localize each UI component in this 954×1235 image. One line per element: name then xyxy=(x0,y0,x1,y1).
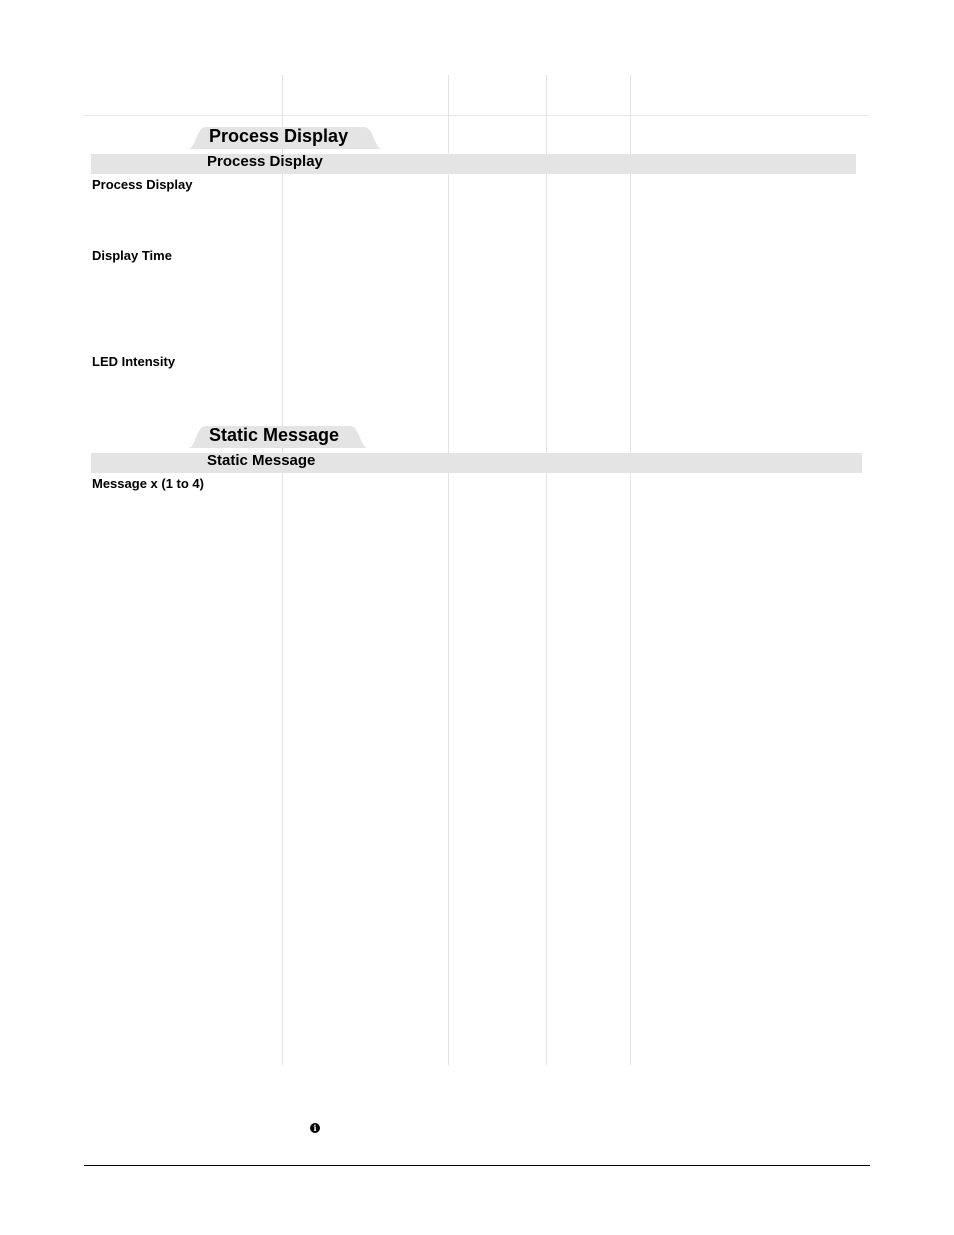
section-subtitle: Process Display xyxy=(207,153,323,170)
column-divider xyxy=(630,75,631,1065)
section-subtitle: Static Message xyxy=(207,452,316,469)
header-rule xyxy=(83,115,869,116)
section-tab-process-display xyxy=(188,125,382,147)
param-message-x: Message x (1 to 4) xyxy=(92,476,204,491)
column-divider xyxy=(546,75,547,1065)
column-divider xyxy=(448,75,449,1065)
info-icon: i xyxy=(310,1123,320,1133)
section-title: Process Display xyxy=(209,126,349,146)
section-bar-process-display xyxy=(91,154,856,174)
section-tab-static-message xyxy=(188,424,368,446)
footer-rule xyxy=(84,1165,870,1166)
section-title: Static Message xyxy=(209,425,340,445)
param-process-display: Process Display xyxy=(92,177,193,192)
section-bar-static-message xyxy=(91,453,862,473)
column-divider xyxy=(282,75,283,1065)
param-led-intensity: LED Intensity xyxy=(92,354,176,369)
param-display-time: Display Time xyxy=(92,248,172,263)
